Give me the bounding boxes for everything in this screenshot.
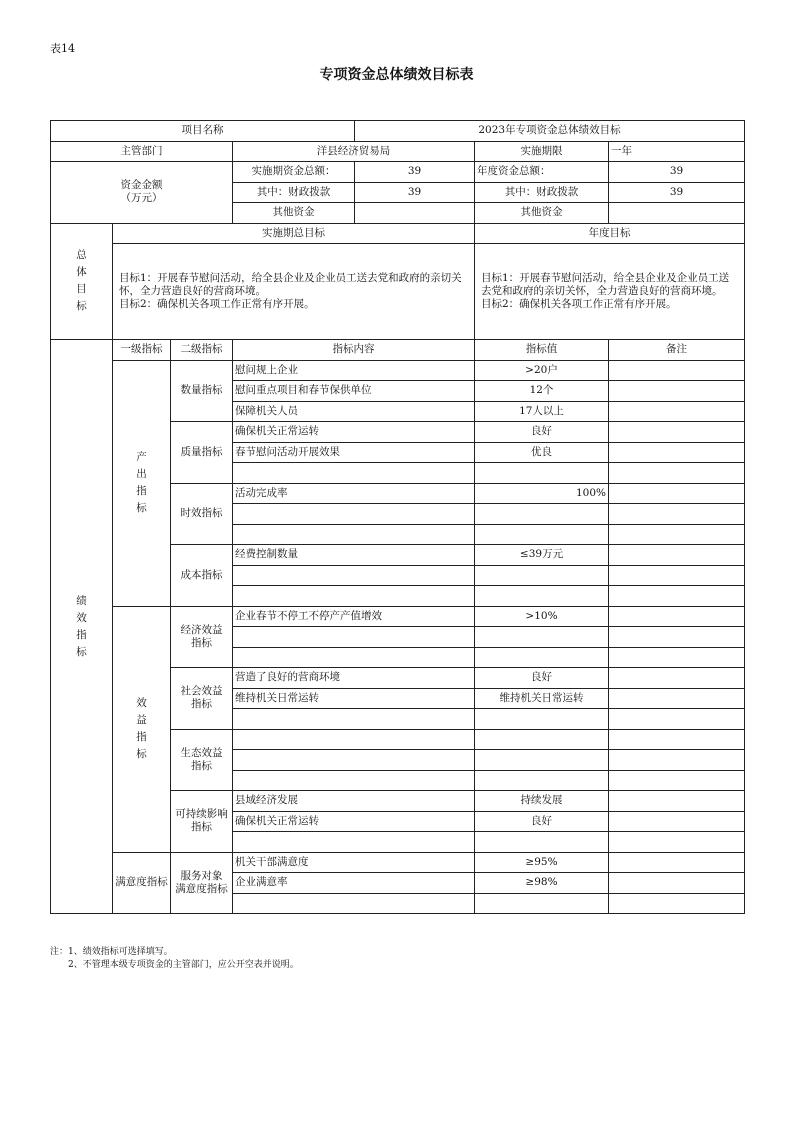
footnote-2: 2、不管理本级专项资金的主管部门，应公开空表并说明。	[68, 960, 299, 970]
impl-total-label: 实施期资金总额：	[233, 162, 355, 183]
annual-fiscal-value: 39	[609, 182, 745, 203]
indicator-content	[233, 770, 475, 791]
indicator-remark	[609, 586, 745, 607]
indicator-content: 确保机关正常运转	[233, 422, 475, 443]
indicator-value: 优良	[475, 442, 609, 463]
impl-other-label: 其他资金	[233, 203, 355, 224]
indicator-value: ≤39万元	[475, 545, 609, 566]
output-indicator-label: 产 出 指 标	[113, 360, 171, 606]
indicator-remark	[609, 381, 745, 402]
indicator-remark	[609, 401, 745, 422]
annual-total-label: 年度资金总额：	[475, 162, 609, 183]
indicator-remark	[609, 709, 745, 730]
indicator-value	[475, 565, 609, 586]
cost-indicator-label: 成本指标	[171, 545, 233, 607]
table-row	[51, 606, 745, 627]
impl-total-value: 39	[355, 162, 475, 183]
col-level1: 一级指标	[113, 340, 171, 361]
indicator-content: 慰问规上企业	[233, 360, 475, 381]
annual-other-label: 其他资金	[475, 203, 609, 224]
indicator-value	[475, 586, 609, 607]
indicator-value	[475, 627, 609, 648]
col-level2: 二级指标	[171, 340, 233, 361]
goals-header-row	[51, 223, 745, 244]
period-value: 一年	[609, 141, 745, 162]
indicator-value: 100%	[475, 483, 609, 504]
page-title: 专项资金总体绩效目标表	[319, 67, 474, 83]
indicator-remark	[609, 545, 745, 566]
indicator-content: 企业满意率	[233, 873, 475, 894]
annual-total-value: 39	[609, 162, 745, 183]
indicator-remark	[609, 688, 745, 709]
ecological-indicator-label: 生态效益 指标	[171, 729, 233, 791]
indicator-content: 维持机关日常运转	[233, 688, 475, 709]
indicator-remark	[609, 442, 745, 463]
indicator-remark	[609, 606, 745, 627]
indicator-value: 良好	[475, 422, 609, 443]
indicator-remark	[609, 647, 745, 668]
indicator-content: 保障机关人员	[233, 401, 475, 422]
indicator-remark	[609, 750, 745, 771]
indicator-remark	[609, 360, 745, 381]
indicator-content: 春节慰问活动开展效果	[233, 442, 475, 463]
indicator-value	[475, 524, 609, 545]
department-label: 主管部门	[51, 141, 233, 162]
indicator-content	[233, 565, 475, 586]
indicator-content: 营造了良好的营商环境	[233, 668, 475, 689]
performance-goal-table	[50, 120, 745, 914]
project-name-row	[51, 121, 745, 142]
indicator-value	[475, 504, 609, 525]
annual-other-value	[609, 203, 745, 224]
indicator-remark	[609, 422, 745, 443]
indicator-content: 慰问重点项目和春节保供单位	[233, 381, 475, 402]
indicator-remark	[609, 873, 745, 894]
indicator-value	[475, 832, 609, 853]
indicator-value	[475, 893, 609, 914]
col-value: 指标值	[475, 340, 609, 361]
indicator-value	[475, 463, 609, 484]
impl-fiscal-value: 39	[355, 182, 475, 203]
indicator-value: ≥98%	[475, 873, 609, 894]
service-satisfaction-label: 服务对象 满意度指标	[171, 852, 233, 914]
impl-fiscal-label: 其中：财政拨款	[233, 182, 355, 203]
indicator-remark	[609, 729, 745, 750]
goals-side-label: 总 体 目 标	[51, 223, 113, 340]
indicator-remark	[609, 811, 745, 832]
indicator-content	[233, 504, 475, 525]
indicator-content: 确保机关正常运转	[233, 811, 475, 832]
indicator-value	[475, 770, 609, 791]
sustainable-indicator-label: 可持续影响 指标	[171, 791, 233, 853]
col-content: 指标内容	[233, 340, 475, 361]
economic-indicator-label: 经济效益 指标	[171, 606, 233, 668]
satisfaction-indicator-label: 满意度指标	[113, 852, 171, 914]
indicator-remark	[609, 627, 745, 648]
indicator-content	[233, 893, 475, 914]
annual-goal-text: 目标1：开展春节慰问活动，给全县企业及企业员工送去党和政府的亲切关怀，全力营造良好的营商环境。 目标2：确保机关各项工作正常有序开展。	[475, 244, 745, 340]
period-label: 实施期限	[475, 141, 609, 162]
goals-text-row	[51, 244, 745, 340]
indicator-value	[475, 647, 609, 668]
indicator-value: 良好	[475, 811, 609, 832]
indicator-content: 机关干部满意度	[233, 852, 475, 873]
funds-row-total	[51, 162, 745, 183]
footnotes	[50, 946, 299, 972]
benefit-indicator-label: 效 益 指 标	[113, 606, 171, 852]
indicator-content	[233, 524, 475, 545]
indicator-remark	[609, 791, 745, 812]
funds-label-line1: 资金金额	[120, 179, 163, 192]
indicator-remark	[609, 504, 745, 525]
indicator-content	[233, 729, 475, 750]
indicator-content	[233, 463, 475, 484]
indicator-value: 良好	[475, 668, 609, 689]
impl-goal-text: 目标1：开展春节慰问活动，给全县企业及企业员工送去党和政府的亲切关怀，全力营造良好的营商环境。 目标2：确保机关各项工作正常有序开展。	[113, 244, 475, 340]
indicator-value: ≥95%	[475, 852, 609, 873]
indicator-content	[233, 647, 475, 668]
indicator-value	[475, 750, 609, 771]
indicator-remark	[609, 524, 745, 545]
perf-header-row	[51, 340, 745, 361]
social-indicator-label: 社会效益 指标	[171, 668, 233, 730]
table-number: 表14	[50, 42, 75, 55]
indicator-value: 维持机关日常运转	[475, 688, 609, 709]
indicator-content	[233, 586, 475, 607]
indicator-remark	[609, 893, 745, 914]
funds-label	[51, 162, 233, 224]
indicator-remark	[609, 463, 745, 484]
indicator-remark	[609, 832, 745, 853]
table-row	[51, 360, 745, 381]
funds-label-line2: （万元）	[120, 192, 163, 205]
timeliness-indicator-label: 时效指标	[171, 483, 233, 545]
annual-goal-header: 年度目标	[475, 223, 745, 244]
annual-fiscal-label: 其中：财政拨款	[475, 182, 609, 203]
indicator-content: 经费控制数量	[233, 545, 475, 566]
indicator-remark	[609, 565, 745, 586]
impl-goal-header: 实施期总目标	[113, 223, 475, 244]
indicator-content	[233, 627, 475, 648]
indicator-content	[233, 709, 475, 730]
indicator-content: 活动完成率	[233, 483, 475, 504]
indicator-value	[475, 709, 609, 730]
impl-other-value	[355, 203, 475, 224]
project-name-label: 项目名称	[51, 121, 355, 142]
perf-side-label: 绩 效 指 标	[51, 340, 113, 914]
indicator-remark	[609, 483, 745, 504]
indicator-value: 持续发展	[475, 791, 609, 812]
department-value: 洋县经济贸易局	[233, 141, 475, 162]
indicator-content	[233, 832, 475, 853]
indicator-value	[475, 729, 609, 750]
indicator-content	[233, 750, 475, 771]
col-remark: 备注	[609, 340, 745, 361]
indicator-remark	[609, 770, 745, 791]
indicator-value: >10%	[475, 606, 609, 627]
indicator-remark	[609, 668, 745, 689]
indicator-content: 县域经济发展	[233, 791, 475, 812]
indicator-value: 12个	[475, 381, 609, 402]
indicator-remark	[609, 852, 745, 873]
quality-indicator-label: 质量指标	[171, 422, 233, 484]
indicator-content: 企业春节不停工不停产产值增效	[233, 606, 475, 627]
project-name-value: 2023年专项资金总体绩效目标	[355, 121, 745, 142]
indicator-value: 17人以上	[475, 401, 609, 422]
quantity-indicator-label: 数量指标	[171, 360, 233, 422]
indicator-value: >20户	[475, 360, 609, 381]
table-row	[51, 852, 745, 873]
department-row	[51, 141, 745, 162]
footnote-1: 注：1、绩效指标可选择填写。	[50, 947, 173, 957]
